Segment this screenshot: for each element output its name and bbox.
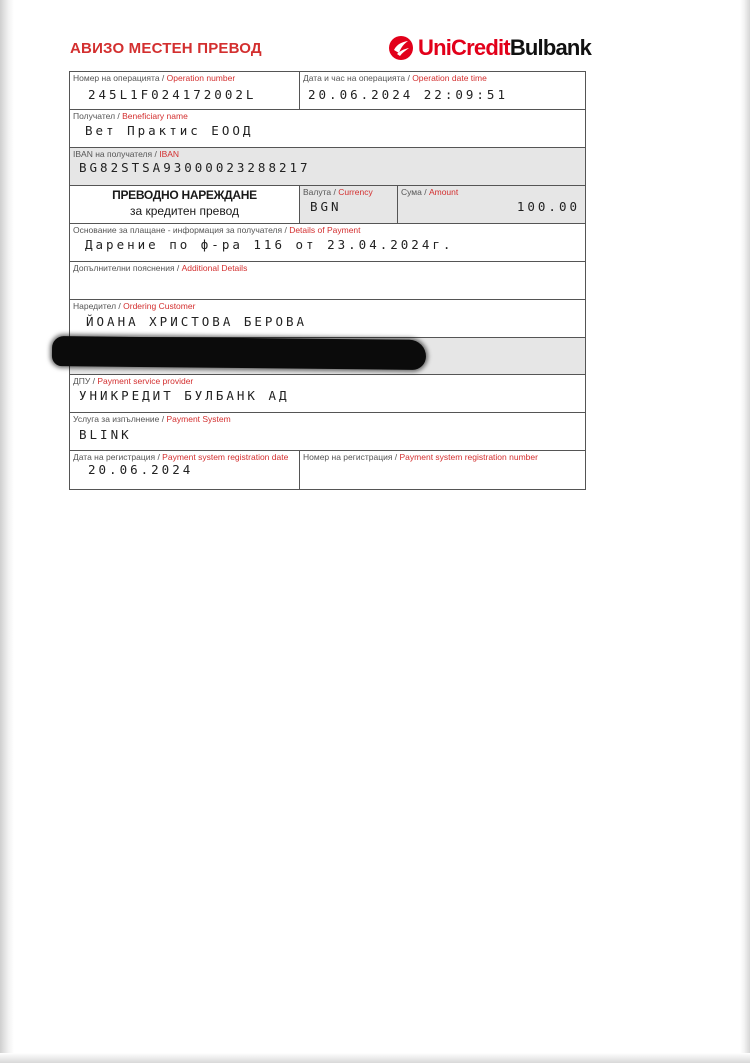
currency-label: Валута / Currency — [303, 187, 373, 197]
psp-value: УНИКРЕДИТ БУЛБАНК АД — [79, 388, 290, 403]
payment-system-cell — [70, 413, 585, 450]
operation-datetime-cell — [299, 72, 585, 109]
registration-number-label: Номер на регистрация / Payment system registration number — [303, 452, 538, 462]
unicredit-logo-icon — [388, 35, 414, 61]
form-row-iban — [69, 148, 586, 186]
redaction-marker — [52, 336, 426, 370]
amount-label: Сума / Amount — [401, 187, 459, 197]
operation-number-label: Номер на операцията / Operation number — [73, 73, 236, 83]
payment-system-label: Услуга за изпълнение / Payment System — [73, 414, 231, 424]
order-title-cell — [70, 186, 299, 223]
form-row-payment-details — [69, 224, 586, 262]
registration-number-cell — [299, 451, 585, 489]
transfer-form — [69, 71, 586, 490]
beneficiary-value: Вет Практис ЕООД — [85, 123, 254, 138]
form-row-order — [69, 186, 586, 224]
payment-details-label: Основание за плащане - информация за получателя / Details of Payment — [73, 225, 361, 235]
page-shadow-right — [740, 0, 750, 1063]
form-row-beneficiary — [69, 110, 586, 148]
operation-datetime-label: Дата и час на операцията / Operation date time — [303, 73, 487, 83]
payment-system-value: BLINK — [79, 427, 132, 442]
document-title: АВИЗО МЕСТЕН ПРЕВОД — [70, 40, 262, 57]
form-row-registration — [69, 451, 586, 490]
psp-cell — [70, 375, 585, 412]
iban-cell — [70, 148, 585, 185]
amount-value: 100.00 — [516, 199, 580, 214]
brand-name-part2: Bulbank — [509, 35, 591, 60]
iban-value: BG82STSA93000023288217 — [79, 160, 311, 175]
amount-cell — [397, 186, 585, 223]
form-row-additional-details — [69, 262, 586, 300]
additional-details-cell — [70, 262, 585, 299]
operation-datetime-value: 20.06.2024 22:09:51 — [308, 87, 508, 102]
registration-date-value: 20.06.2024 — [88, 462, 194, 477]
order-title: ПРЕВОДНО НАРЕЖДАНЕ — [112, 188, 257, 202]
ordering-customer-label: Наредител / Ordering Customer — [73, 301, 196, 311]
brand-name — [418, 35, 591, 61]
ordering-customer-value: ЙОАНА ХРИСТОВА БЕРОВА — [86, 314, 308, 329]
currency-cell — [299, 186, 397, 223]
payment-details-cell — [70, 224, 585, 261]
ordering-customer-cell — [70, 300, 585, 337]
order-subtitle: за кредитен превод — [129, 204, 240, 218]
form-row-payment-system — [69, 413, 586, 451]
form-row-operation — [69, 71, 586, 110]
unicredit-logo — [388, 34, 591, 62]
registration-date-label: Дата на регистрация / Payment system registration date — [73, 452, 289, 462]
currency-value: BGN — [310, 199, 342, 214]
operation-number-value: 245L1F024172002L — [88, 87, 257, 102]
form-row-ordering-customer — [69, 300, 586, 338]
page-shadow-bottom — [0, 1053, 750, 1063]
additional-details-label: Допълнителни пояснения / Additional Details — [73, 263, 248, 273]
beneficiary-label: Получател / Beneficiary name — [73, 111, 188, 121]
page-shadow-left — [0, 0, 14, 1063]
operation-number-cell — [70, 72, 299, 109]
payment-details-value: Дарение по ф-ра 116 от 23.04.2024г. — [85, 237, 454, 252]
psp-label: ДПУ / Payment service provider — [73, 376, 194, 386]
iban-label: IBAN на получателя / IBAN — [73, 149, 180, 159]
brand-name-part1: UniCredit — [418, 35, 510, 60]
form-row-psp — [69, 375, 586, 413]
beneficiary-cell — [70, 110, 585, 147]
registration-date-cell — [70, 451, 299, 489]
